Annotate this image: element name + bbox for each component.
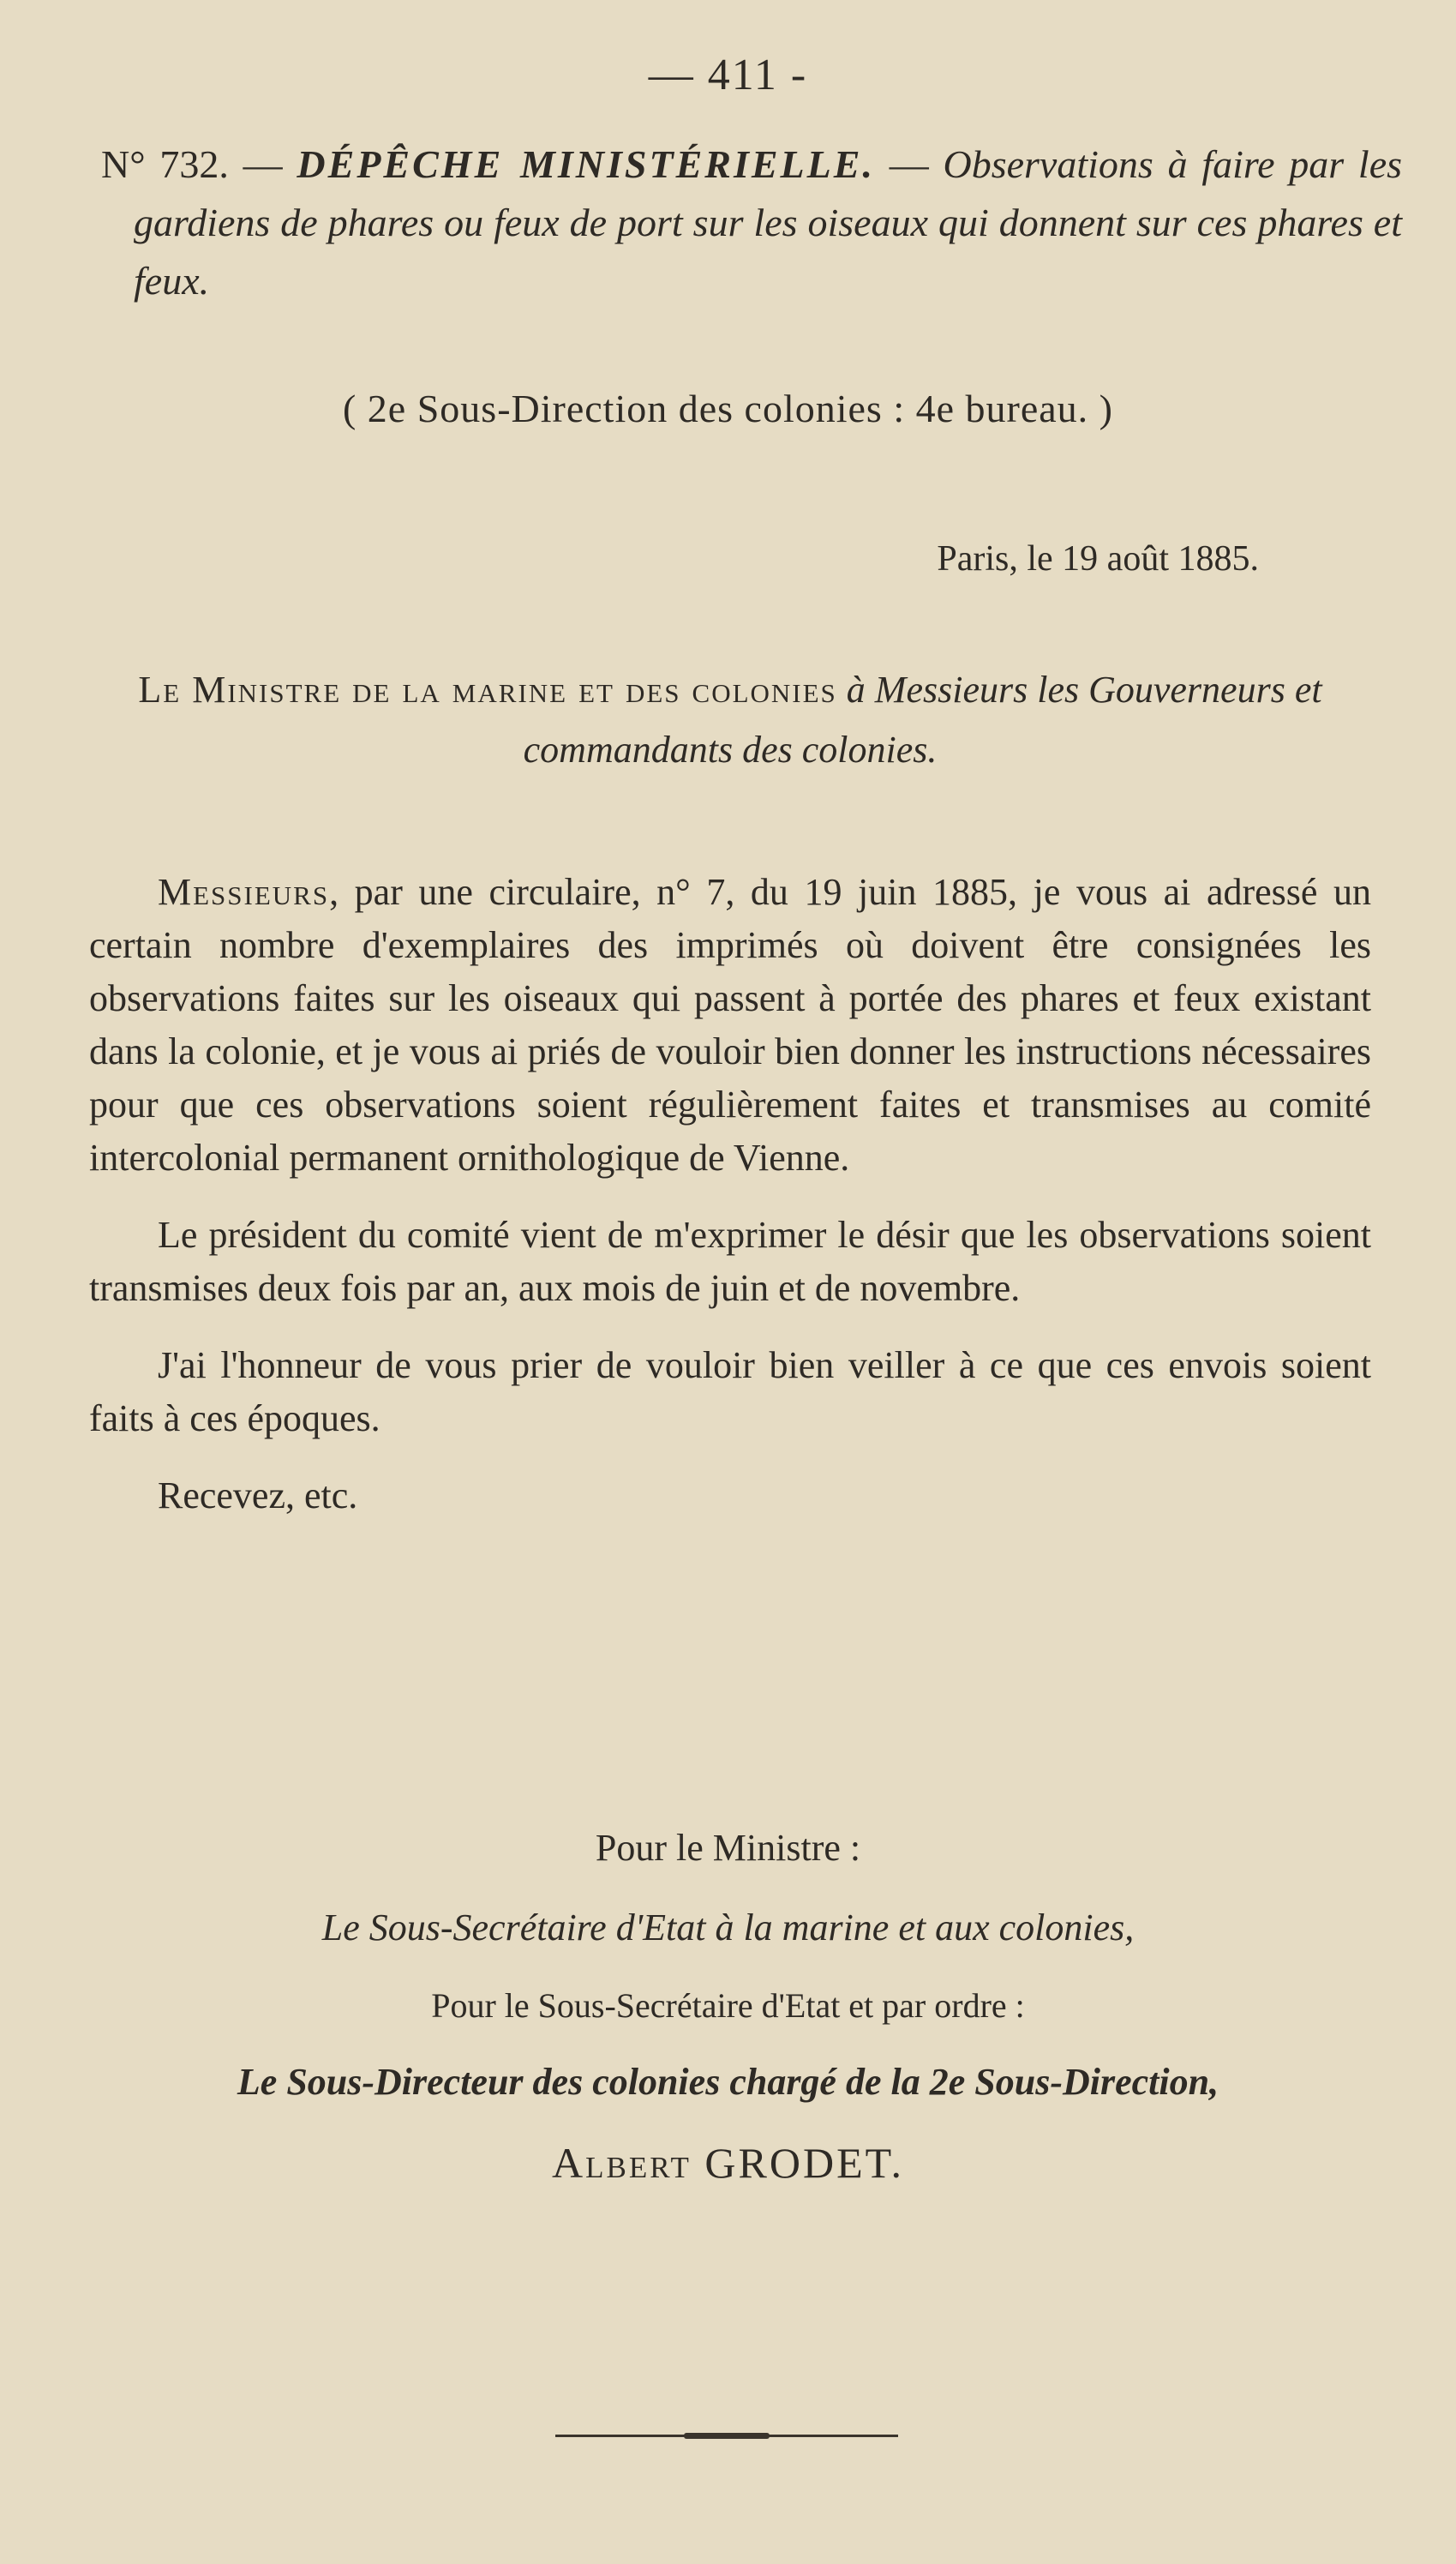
document-kind: DÉPÊCHE MINISTÉRIELLE. <box>297 142 875 186</box>
dateline: Paris, le 19 août 1885. <box>937 539 1259 579</box>
salutation: Messieurs <box>158 871 330 913</box>
signature-line: Le Sous-Secrétaire d'Etat à la marine et aux colonies, <box>321 1906 1135 1949</box>
signature-block <box>0 1826 1456 2213</box>
document-subject: Observations à faire par les gardiens de phares ou feux de port sur les oiseaux qui donnent sur ces phares et feux. <box>134 142 1403 303</box>
paragraph: Le président du comité vient de m'exprimer le désir que les observations soient transmises deux fois par an, aux mois de juin et de novembre. <box>89 1214 1371 1309</box>
paragraph <box>89 866 1371 1185</box>
page-number: — 411 - <box>648 51 808 99</box>
subdirection-reference: ( 2e Sous-Direction des colonies : 4e bureau. ) <box>342 387 1114 430</box>
document-number: N° 732. <box>101 142 229 186</box>
document-title <box>101 135 1402 310</box>
signatory-name <box>0 2138 1456 2188</box>
paragraph-text: , par une circulaire, n° 7, du 19 juin 1885, je vous ai adressé un certain nombre d'exemplaires des imprimés où doivent être consignées les observations faites sur les oiseaux qui passent à portée des phares et feux existant dans la colonie, et je vous ai priés de vouloir bien donner les instructions nécessaires pour que ces observations soient régulièrement faites et transmises au comité intercolonial permanent ornithologique de Vienne. <box>89 871 1371 1179</box>
end-rule <box>555 2435 898 2437</box>
signature-line: Le Sous-Directeur des colonies chargé de la 2e Sous-Direction, <box>237 2061 1219 2103</box>
address-line <box>89 660 1371 780</box>
signatory-last-name: GRODET. <box>704 2139 904 2187</box>
signature-line: Pour le Ministre : <box>595 1827 861 1869</box>
signature-line: Pour le Sous-Secrétaire d'Etat et par ordre : <box>431 1986 1025 2025</box>
title-dash: — <box>228 142 297 186</box>
paragraph: J'ai l'honneur de vous prier de vouloir bien veiller à ce que ces envois soient faits à ces époques. <box>89 1344 1371 1439</box>
closing: Recevez, etc. <box>158 1474 358 1516</box>
signatory-first-name: Albert <box>552 2139 692 2187</box>
letter-body <box>89 866 1371 1546</box>
title-dash: — <box>874 142 944 186</box>
sender: Le Ministre de la marine et des colonies <box>138 669 837 711</box>
recipient: à Messieurs les Gouverneurs et commandants des colonies. <box>523 669 1322 771</box>
